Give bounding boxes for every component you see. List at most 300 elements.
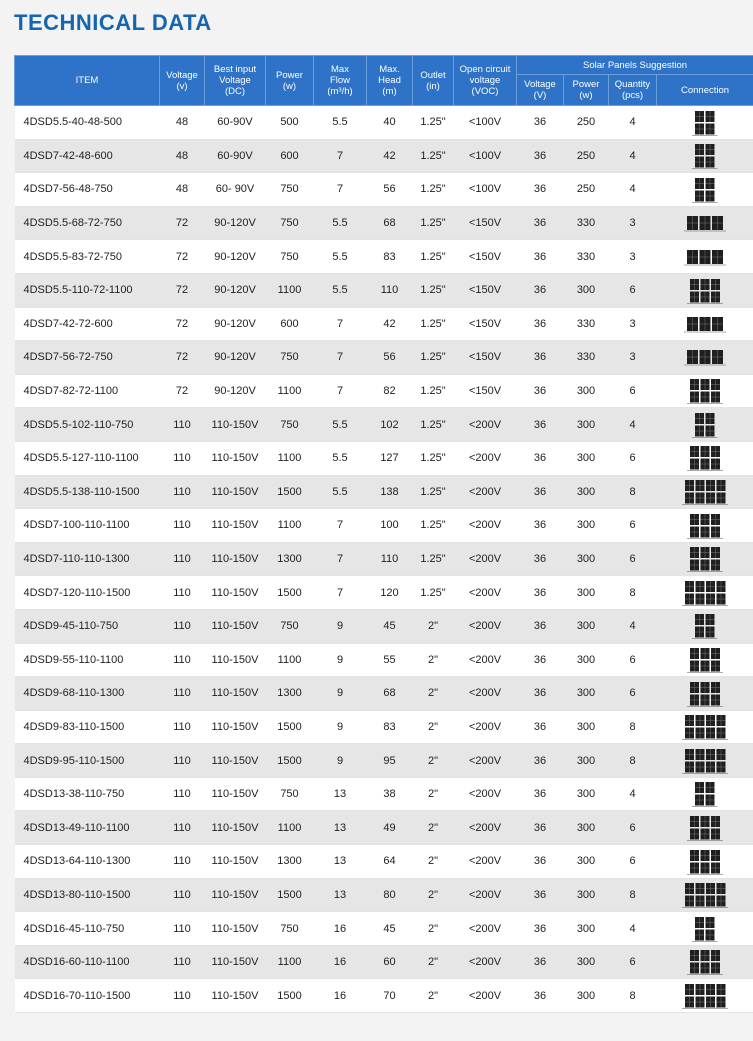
cell-ocv: <150V <box>454 240 517 274</box>
cell-connection <box>657 542 753 576</box>
cell-best-input: 90-120V <box>205 206 266 240</box>
cell-max-head: 70 <box>367 979 413 1013</box>
cell-connection <box>657 878 753 912</box>
cell-best-input: 110-150V <box>205 878 266 912</box>
cell-connection <box>657 475 753 509</box>
cell-max-flow: 7 <box>314 173 367 207</box>
solar-panel-array-icon <box>687 680 723 708</box>
cell-solar-power: 300 <box>564 475 609 509</box>
cell-solar-power: 300 <box>564 979 609 1013</box>
cell-best-input: 60-90V <box>205 106 266 140</box>
cell-max-head: 82 <box>367 374 413 408</box>
cell-max-head: 42 <box>367 307 413 341</box>
cell-max-head: 102 <box>367 408 413 442</box>
cell-solar-power: 300 <box>564 273 609 307</box>
cell-voltage: 110 <box>160 845 205 879</box>
table-row <box>15 609 753 643</box>
cell-item: 4DSD5.5-83-72-750 <box>15 240 160 274</box>
cell-ocv: <200V <box>454 845 517 879</box>
cell-max-flow: 16 <box>314 945 367 979</box>
cell-solar-power: 330 <box>564 240 609 274</box>
cell-solar-quantity: 4 <box>609 139 657 173</box>
cell-voltage: 110 <box>160 912 205 946</box>
cell-outlet: 2" <box>413 744 454 778</box>
page-title: TECHNICAL DATA <box>14 10 212 35</box>
cell-power: 1100 <box>266 441 314 475</box>
cell-solar-quantity: 6 <box>609 374 657 408</box>
cell-power: 750 <box>266 206 314 240</box>
cell-item: 4DSD7-56-72-750 <box>15 341 160 375</box>
table-row <box>15 677 753 711</box>
cell-item: 4DSD7-56-48-750 <box>15 173 160 207</box>
cell-voltage: 110 <box>160 979 205 1013</box>
cell-power: 750 <box>266 609 314 643</box>
cell-solar-power: 300 <box>564 945 609 979</box>
cell-voltage: 72 <box>160 307 205 341</box>
cell-outlet: 2" <box>413 878 454 912</box>
cell-solar-power: 250 <box>564 139 609 173</box>
cell-power: 750 <box>266 408 314 442</box>
cell-item: 4DSD9-45-110-750 <box>15 609 160 643</box>
cell-solar-voltage: 36 <box>517 106 564 140</box>
cell-power: 1300 <box>266 845 314 879</box>
cell-solar-voltage: 36 <box>517 677 564 711</box>
cell-max-head: 42 <box>367 139 413 173</box>
cell-solar-power: 300 <box>564 441 609 475</box>
cell-solar-power: 300 <box>564 744 609 778</box>
solar-panel-array-icon <box>682 713 729 741</box>
cell-solar-power: 300 <box>564 878 609 912</box>
cell-power: 1500 <box>266 979 314 1013</box>
table-row <box>15 777 753 811</box>
cell-best-input: 110-150V <box>205 576 266 610</box>
cell-max-head: 120 <box>367 576 413 610</box>
cell-outlet: 1.25" <box>413 408 454 442</box>
cell-connection <box>657 509 753 543</box>
cell-voltage: 72 <box>160 240 205 274</box>
cell-outlet: 1.25" <box>413 240 454 274</box>
cell-max-flow: 7 <box>314 509 367 543</box>
cell-best-input: 110-150V <box>205 542 266 576</box>
cell-connection <box>657 408 753 442</box>
cell-solar-power: 300 <box>564 374 609 408</box>
cell-solar-power: 250 <box>564 106 609 140</box>
cell-item: 4DSD13-38-110-750 <box>15 777 160 811</box>
solar-panel-array-icon <box>687 646 723 674</box>
solar-panel-array-icon <box>682 881 729 909</box>
cell-outlet: 1.25" <box>413 206 454 240</box>
cell-best-input: 110-150V <box>205 475 266 509</box>
cell-max-head: 38 <box>367 777 413 811</box>
cell-max-head: 83 <box>367 240 413 274</box>
cell-ocv: <200V <box>454 542 517 576</box>
cell-solar-quantity: 6 <box>609 509 657 543</box>
cell-item: 4DSD7-110-110-1300 <box>15 542 160 576</box>
cell-outlet: 2" <box>413 710 454 744</box>
cell-solar-quantity: 6 <box>609 542 657 576</box>
cell-power: 1100 <box>266 374 314 408</box>
solar-panel-array-icon <box>682 982 729 1010</box>
cell-solar-voltage: 36 <box>517 811 564 845</box>
cell-solar-quantity: 4 <box>609 609 657 643</box>
cell-max-flow: 5.5 <box>314 475 367 509</box>
cell-ocv: <200V <box>454 945 517 979</box>
cell-max-head: 60 <box>367 945 413 979</box>
cell-max-flow: 7 <box>314 307 367 341</box>
cell-best-input: 110-150V <box>205 777 266 811</box>
cell-solar-quantity: 8 <box>609 979 657 1013</box>
cell-solar-quantity: 3 <box>609 341 657 375</box>
cell-best-input: 110-150V <box>205 643 266 677</box>
solar-panel-array-icon <box>692 915 718 943</box>
cell-connection <box>657 845 753 879</box>
cell-solar-voltage: 36 <box>517 173 564 207</box>
table-row <box>15 441 753 475</box>
cell-item: 4DSD7-120-110-1500 <box>15 576 160 610</box>
cell-solar-voltage: 36 <box>517 307 564 341</box>
cell-solar-quantity: 6 <box>609 441 657 475</box>
cell-max-head: 80 <box>367 878 413 912</box>
cell-ocv: <100V <box>454 173 517 207</box>
cell-solar-voltage: 36 <box>517 509 564 543</box>
cell-max-flow: 7 <box>314 341 367 375</box>
cell-power: 1100 <box>266 643 314 677</box>
solar-panel-array-icon <box>687 444 723 472</box>
cell-best-input: 90-120V <box>205 374 266 408</box>
cell-max-flow: 5.5 <box>314 106 367 140</box>
cell-solar-voltage: 36 <box>517 643 564 677</box>
cell-solar-quantity: 4 <box>609 777 657 811</box>
solar-panel-array-icon <box>692 176 718 204</box>
header-voltage: Voltage (v) <box>160 56 205 106</box>
cell-best-input: 110-150V <box>205 811 266 845</box>
cell-max-head: 45 <box>367 609 413 643</box>
cell-outlet: 1.25" <box>413 441 454 475</box>
cell-best-input: 110-150V <box>205 441 266 475</box>
cell-ocv: <200V <box>454 609 517 643</box>
cell-ocv: <200V <box>454 677 517 711</box>
cell-best-input: 110-150V <box>205 509 266 543</box>
cell-max-flow: 16 <box>314 912 367 946</box>
cell-solar-power: 300 <box>564 710 609 744</box>
cell-max-flow: 9 <box>314 710 367 744</box>
cell-power: 750 <box>266 912 314 946</box>
cell-max-flow: 7 <box>314 374 367 408</box>
cell-best-input: 110-150V <box>205 912 266 946</box>
cell-item: 4DSD7-42-72-600 <box>15 307 160 341</box>
cell-outlet: 1.25" <box>413 307 454 341</box>
table-row <box>15 845 753 879</box>
cell-power: 600 <box>266 307 314 341</box>
cell-item: 4DSD16-45-110-750 <box>15 912 160 946</box>
solar-panel-array-icon <box>692 109 718 137</box>
cell-voltage: 110 <box>160 710 205 744</box>
cell-solar-quantity: 3 <box>609 206 657 240</box>
cell-solar-voltage: 36 <box>517 206 564 240</box>
cell-max-flow: 9 <box>314 609 367 643</box>
table-row <box>15 273 753 307</box>
solar-panel-array-icon <box>687 948 723 976</box>
cell-ocv: <150V <box>454 374 517 408</box>
cell-best-input: 110-150V <box>205 945 266 979</box>
cell-item: 4DSD13-49-110-1100 <box>15 811 160 845</box>
cell-solar-power: 300 <box>564 677 609 711</box>
cell-connection <box>657 710 753 744</box>
cell-solar-quantity: 6 <box>609 845 657 879</box>
cell-connection <box>657 979 753 1013</box>
solar-panel-array-icon <box>687 512 723 540</box>
solar-panel-array-icon <box>684 214 726 232</box>
table-row <box>15 173 753 207</box>
header-outlet: Outlet (in) <box>413 56 454 106</box>
cell-max-flow: 7 <box>314 139 367 173</box>
cell-outlet: 2" <box>413 979 454 1013</box>
cell-ocv: <150V <box>454 341 517 375</box>
cell-connection <box>657 341 753 375</box>
cell-max-head: 95 <box>367 744 413 778</box>
cell-power: 750 <box>266 777 314 811</box>
table-row <box>15 106 753 140</box>
cell-solar-voltage: 36 <box>517 845 564 879</box>
cell-solar-power: 300 <box>564 845 609 879</box>
cell-connection <box>657 912 753 946</box>
cell-solar-voltage: 36 <box>517 240 564 274</box>
table-row <box>15 878 753 912</box>
cell-power: 1500 <box>266 576 314 610</box>
cell-solar-quantity: 6 <box>609 811 657 845</box>
cell-max-head: 110 <box>367 542 413 576</box>
cell-ocv: <200V <box>454 811 517 845</box>
cell-connection <box>657 744 753 778</box>
cell-connection <box>657 643 753 677</box>
cell-solar-power: 300 <box>564 609 609 643</box>
cell-solar-power: 330 <box>564 206 609 240</box>
cell-outlet: 2" <box>413 609 454 643</box>
cell-best-input: 90-120V <box>205 240 266 274</box>
header-best-input: Best input Voltage (DC) <box>205 56 266 106</box>
cell-solar-quantity: 6 <box>609 273 657 307</box>
cell-item: 4DSD16-70-110-1500 <box>15 979 160 1013</box>
header-item: ITEM <box>15 56 160 106</box>
cell-best-input: 60-90V <box>205 139 266 173</box>
cell-power: 500 <box>266 106 314 140</box>
cell-connection <box>657 441 753 475</box>
cell-best-input: 110-150V <box>205 744 266 778</box>
cell-ocv: <200V <box>454 408 517 442</box>
cell-best-input: 90-120V <box>205 273 266 307</box>
cell-ocv: <200V <box>454 710 517 744</box>
cell-outlet: 2" <box>413 811 454 845</box>
cell-best-input: 90-120V <box>205 341 266 375</box>
cell-solar-quantity: 4 <box>609 408 657 442</box>
cell-outlet: 1.25" <box>413 374 454 408</box>
cell-max-flow: 5.5 <box>314 408 367 442</box>
cell-max-head: 68 <box>367 206 413 240</box>
cell-item: 4DSD7-100-110-1100 <box>15 509 160 543</box>
cell-item: 4DSD5.5-68-72-750 <box>15 206 160 240</box>
cell-solar-power: 300 <box>564 509 609 543</box>
header-max-flow: Max Flow (m³/h) <box>314 56 367 106</box>
cell-max-head: 56 <box>367 173 413 207</box>
cell-solar-quantity: 6 <box>609 677 657 711</box>
table-row <box>15 206 753 240</box>
header-solar-power: Power (w) <box>564 75 609 106</box>
cell-voltage: 110 <box>160 744 205 778</box>
cell-max-head: 83 <box>367 710 413 744</box>
solar-panel-array-icon <box>682 747 729 775</box>
cell-power: 1100 <box>266 811 314 845</box>
cell-max-head: 55 <box>367 643 413 677</box>
solar-panel-array-icon <box>687 814 723 842</box>
solar-panel-array-icon <box>692 142 718 170</box>
cell-max-flow: 13 <box>314 878 367 912</box>
solar-panel-array-icon <box>682 579 729 607</box>
cell-voltage: 110 <box>160 542 205 576</box>
cell-max-head: 68 <box>367 677 413 711</box>
cell-connection <box>657 106 753 140</box>
header-solar-voltage: Voltage (V) <box>517 75 564 106</box>
cell-max-flow: 9 <box>314 744 367 778</box>
solar-panel-array-icon <box>692 780 718 808</box>
cell-ocv: <200V <box>454 979 517 1013</box>
table-row <box>15 475 753 509</box>
cell-solar-voltage: 36 <box>517 441 564 475</box>
cell-ocv: <200V <box>454 777 517 811</box>
cell-best-input: 110-150V <box>205 609 266 643</box>
cell-voltage: 72 <box>160 273 205 307</box>
cell-voltage: 72 <box>160 206 205 240</box>
header-ocv: Open circuit voltage (VOC) <box>454 56 517 106</box>
cell-connection <box>657 945 753 979</box>
cell-voltage: 110 <box>160 475 205 509</box>
cell-ocv: <150V <box>454 206 517 240</box>
cell-item: 4DSD9-83-110-1500 <box>15 710 160 744</box>
cell-max-flow: 5.5 <box>314 206 367 240</box>
cell-item: 4DSD13-64-110-1300 <box>15 845 160 879</box>
cell-best-input: 110-150V <box>205 979 266 1013</box>
cell-max-flow: 13 <box>314 811 367 845</box>
cell-item: 4DSD9-55-110-1100 <box>15 643 160 677</box>
cell-connection <box>657 307 753 341</box>
cell-outlet: 1.25" <box>413 273 454 307</box>
cell-voltage: 110 <box>160 643 205 677</box>
cell-solar-quantity: 4 <box>609 912 657 946</box>
cell-ocv: <200V <box>454 912 517 946</box>
cell-solar-quantity: 6 <box>609 643 657 677</box>
cell-outlet: 1.25" <box>413 106 454 140</box>
cell-item: 4DSD5.5-102-110-750 <box>15 408 160 442</box>
cell-voltage: 110 <box>160 878 205 912</box>
cell-voltage: 110 <box>160 509 205 543</box>
cell-solar-voltage: 36 <box>517 341 564 375</box>
cell-voltage: 48 <box>160 139 205 173</box>
cell-power: 750 <box>266 173 314 207</box>
cell-max-head: 56 <box>367 341 413 375</box>
cell-solar-power: 300 <box>564 408 609 442</box>
cell-solar-power: 300 <box>564 542 609 576</box>
cell-outlet: 2" <box>413 845 454 879</box>
table-row <box>15 542 753 576</box>
cell-power: 1100 <box>266 273 314 307</box>
cell-max-head: 127 <box>367 441 413 475</box>
cell-solar-power: 300 <box>564 912 609 946</box>
cell-power: 600 <box>266 139 314 173</box>
cell-item: 4DSD9-95-110-1500 <box>15 744 160 778</box>
cell-voltage: 110 <box>160 777 205 811</box>
cell-best-input: 110-150V <box>205 677 266 711</box>
solar-panel-array-icon <box>682 478 729 506</box>
cell-max-head: 100 <box>367 509 413 543</box>
cell-ocv: <200V <box>454 509 517 543</box>
cell-solar-voltage: 36 <box>517 374 564 408</box>
cell-max-flow: 7 <box>314 576 367 610</box>
cell-ocv: <200V <box>454 643 517 677</box>
cell-ocv: <200V <box>454 475 517 509</box>
cell-power: 1100 <box>266 509 314 543</box>
table-row <box>15 374 753 408</box>
cell-power: 1300 <box>266 677 314 711</box>
cell-connection <box>657 811 753 845</box>
cell-ocv: <150V <box>454 273 517 307</box>
cell-solar-voltage: 36 <box>517 475 564 509</box>
cell-power: 750 <box>266 240 314 274</box>
cell-solar-voltage: 36 <box>517 878 564 912</box>
cell-power: 1500 <box>266 878 314 912</box>
header-solar-connection: Connection <box>657 75 753 106</box>
table-row <box>15 307 753 341</box>
table-row <box>15 341 753 375</box>
cell-max-flow: 5.5 <box>314 240 367 274</box>
cell-voltage: 110 <box>160 945 205 979</box>
cell-solar-voltage: 36 <box>517 609 564 643</box>
cell-solar-quantity: 3 <box>609 240 657 274</box>
cell-outlet: 2" <box>413 912 454 946</box>
cell-solar-voltage: 36 <box>517 576 564 610</box>
cell-ocv: <200V <box>454 576 517 610</box>
cell-voltage: 110 <box>160 609 205 643</box>
cell-voltage: 110 <box>160 576 205 610</box>
table-row <box>15 408 753 442</box>
cell-voltage: 110 <box>160 811 205 845</box>
table-row <box>15 912 753 946</box>
cell-power: 1500 <box>266 710 314 744</box>
cell-solar-power: 330 <box>564 307 609 341</box>
cell-voltage: 110 <box>160 441 205 475</box>
cell-ocv: <200V <box>454 441 517 475</box>
cell-connection <box>657 273 753 307</box>
table-row <box>15 945 753 979</box>
cell-max-flow: 9 <box>314 677 367 711</box>
cell-max-flow: 13 <box>314 845 367 879</box>
cell-connection <box>657 139 753 173</box>
cell-outlet: 2" <box>413 643 454 677</box>
cell-power: 1300 <box>266 542 314 576</box>
table-row <box>15 509 753 543</box>
cell-solar-quantity: 8 <box>609 710 657 744</box>
cell-max-flow: 5.5 <box>314 273 367 307</box>
cell-max-head: 49 <box>367 811 413 845</box>
solar-panel-array-icon <box>687 545 723 573</box>
cell-best-input: 110-150V <box>205 845 266 879</box>
cell-max-head: 110 <box>367 273 413 307</box>
table-row <box>15 139 753 173</box>
cell-solar-quantity: 6 <box>609 945 657 979</box>
cell-max-head: 138 <box>367 475 413 509</box>
cell-max-head: 45 <box>367 912 413 946</box>
cell-item: 4DSD9-68-110-1300 <box>15 677 160 711</box>
cell-outlet: 1.25" <box>413 341 454 375</box>
cell-item: 4DSD5.5-110-72-1100 <box>15 273 160 307</box>
